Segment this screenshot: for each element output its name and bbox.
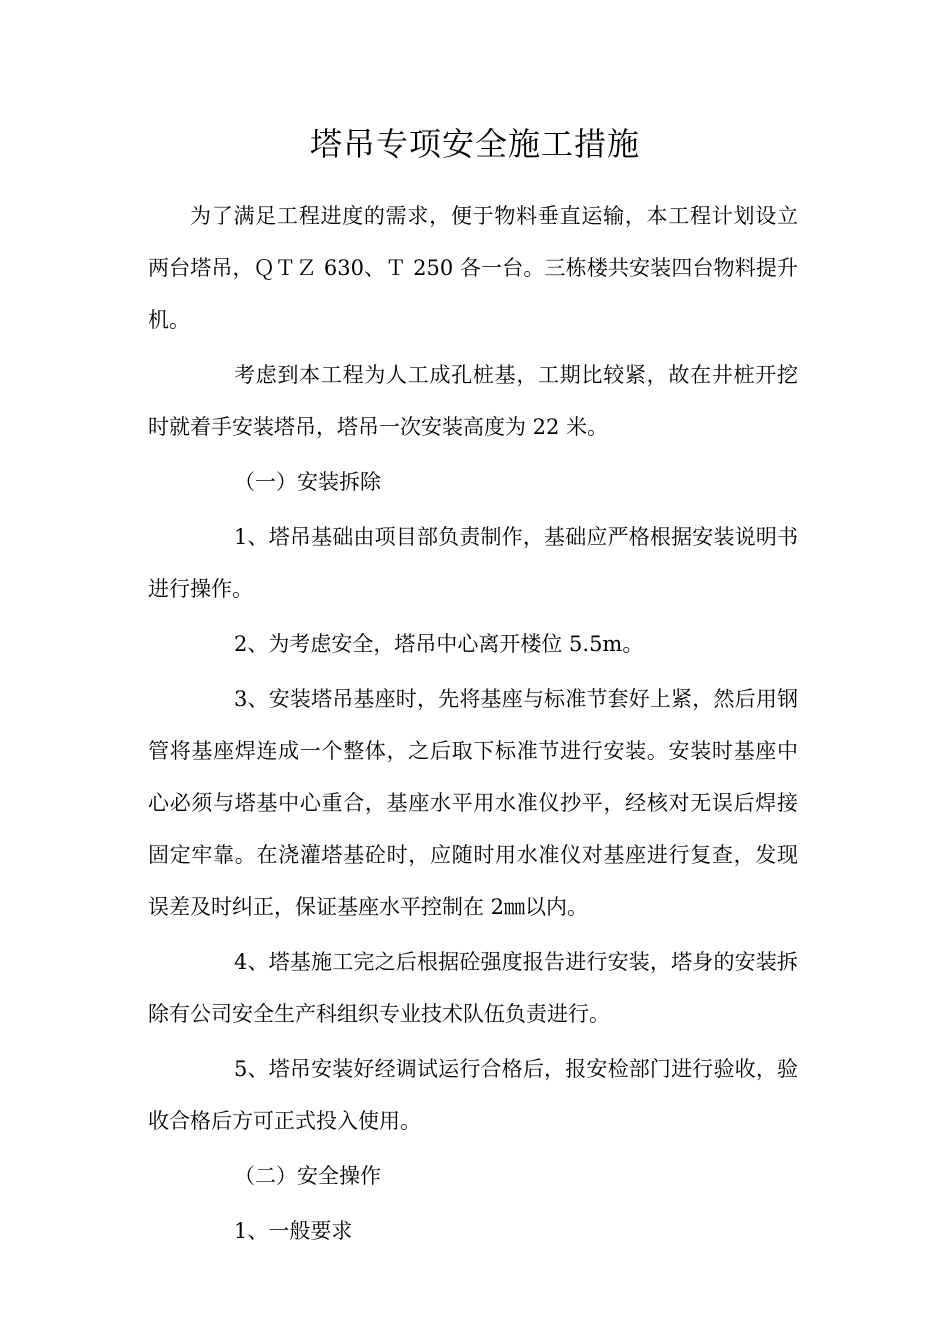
document-body bbox=[148, 190, 798, 1260]
document-title: 塔吊专项安全施工措施 bbox=[309, 125, 640, 163]
paragraph-item-3: 3、安装塔吊基座时，先将基座与标准节套好上紧，然后用钢管将基座焊连成一个整体，之后取下标准节进行安装。安装时基座中心必须与塔基中心重合，基座水平用水准仪抄平，经核对无误后焊接固定牢靠。在浇灌塔基砼时，应随时用水准仪对基座进行复查，发现误差及时纠正，保证基座水平控制在 2㎜以内。 bbox=[148, 687, 798, 919]
paragraph-item-1: 1、塔吊基础由项目部负责制作，基础应严格根据安装说明书进行操作。 bbox=[148, 525, 798, 601]
paragraph-intro: 为了满足工程进度的需求，便于物料垂直运输，本工程计划设立两台塔吊，ＱＴＺ 630、Ｔ 250 各一台。三栋楼共安装四台物料提升机。 bbox=[148, 204, 798, 332]
paragraph-item-2: 2、为考虑安全，塔吊中心离开楼位 5.5m。 bbox=[234, 632, 644, 656]
paragraph-schedule: 考虑到本工程为人工成孔桩基，工期比较紧，故在井桩开挖时就着手安装塔吊，塔吊一次安装高度为 22 米。 bbox=[148, 363, 798, 439]
section-heading-install: （一）安装拆除 bbox=[234, 470, 381, 494]
section-heading-operation: （二）安全操作 bbox=[234, 1164, 381, 1188]
subsection-heading-general: 1、一般要求 bbox=[234, 1219, 353, 1243]
paragraph-item-5: 5、塔吊安装好经调试运行合格后，报安检部门进行验收，验收合格后方可正式投入使用。 bbox=[148, 1057, 798, 1133]
paragraph-item-4: 4、塔基施工完之后根据砼强度报告进行安装，塔身的安装拆除有公司安全生产科组织专业技术队伍负责进行。 bbox=[148, 950, 798, 1026]
